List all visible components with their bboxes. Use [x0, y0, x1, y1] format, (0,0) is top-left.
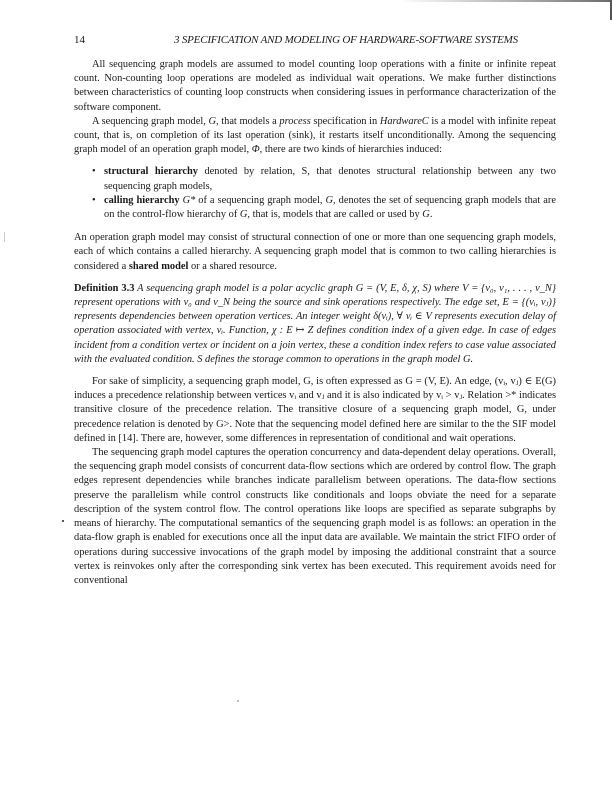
emphasis: HardwareC	[379, 115, 429, 127]
text: , that models a	[216, 115, 280, 127]
spacer	[74, 274, 556, 282]
paragraph-3	[74, 231, 556, 274]
text: An operation graph model may consist of structural connection of one or more than one sequencing graph models, each of which contains a called hierarchy. A sequencing graph model that is common to two calling hierarchies is considered a	[74, 232, 556, 272]
list-item	[104, 194, 556, 222]
page-number: 14	[74, 34, 85, 46]
paragraph-5: The sequencing graph model captures the operation concurrency and data-dependent delay operations. Overall, the sequencing graph model consists of concurrent data-flow sections which are ordered by control flow. The graph edges represent dependencies while branches indicate parallelism between operations. The data-flow sections preserve the parallelism while control constructs like conditionals and loops obviate the need for a separate description of the system control flow. The control operations like loops are specified as separate subgraphs by means of hierarchy. The computational semantics of the sequencing graph model is as follows: an operation in the data-flow graph is enabled for executions once all the input data are available. We maintain the strict FIFO order of operations during successive invocations of the graph model by imposing the additional constraint that a source vertex is reinvokes only after the corresponding sink vertex has been executed. This requirement avoids need for conventional	[74, 447, 556, 586]
paragraph-4: For sake of simplicity, a sequencing graph model, G, is often expressed as G = (V, E). An edge, (vᵢ, vⱼ) ∈ E(G) induces a precedence relationship between vertices vᵢ and vⱼ and it is also indicated by vᵢ > vⱼ. Relation >* indicates transitive closure of the precedence relation. The transitive closure of a sequencing graph model, G, under precedence relation is denoted by G>. Note that the sequencing model defined here are similar to the the SIF model defined in [14]. There are, however, some differences in representation of conditional and wait operations.	[74, 376, 556, 444]
text: , denotes the set of sequencing graph models that are on the control-flow hierarchy of	[104, 194, 556, 221]
text: or a shared resource.	[188, 260, 277, 272]
math-symbol: S	[301, 166, 308, 178]
spacer	[74, 367, 556, 375]
math-symbol: G	[208, 115, 216, 127]
running-header	[74, 34, 556, 48]
paragraph-1: All sequencing graph models are assumed to model counting loop operations with a finite or infinite repeat count. Non-counting loop operations are modeled as individual wait operations. We make further distinctions between characteristics of counting loop constructs when considering issues in performance characterization of the software component.	[74, 59, 556, 113]
math-symbol: G	[239, 209, 248, 221]
text: A sequencing graph model,	[92, 115, 209, 127]
list-item	[104, 165, 556, 193]
page-body	[74, 58, 556, 588]
running-title: 3 SPECIFICATION AND MODELING OF HARDWARE-SOFTWARE SYSTEMS	[174, 34, 518, 46]
math-symbol: G*	[182, 194, 196, 206]
paragraph-2	[74, 115, 556, 158]
scan-edge-top	[400, 0, 612, 2]
text: , that denotes structural relationship between any two sequencing graph models,	[104, 166, 556, 192]
definition-text: A sequencing graph model is a polar acyclic graph G = (V, E, δ, χ, S) where V = {v₀, v₁, . . . , v_N} represent operations with v₀ and v_N being the source and sink operations respectively. The edge set, E = {(vᵢ, vⱼ)} represents dependencies between operation vertices. An integer weight δ(vᵢ), ∀ vᵢ ∈ V represents execution delay of operation associated with vertex, vᵢ. Function, χ : E ↦ Z defines condition index of a given edge. In case of edges incident from a condition vertex or incident on a join vertex, these a condition index refers to case value associated with the evaluated condition. S defines the storage common to operations in the graph model G.	[74, 282, 556, 365]
text: of a sequencing graph model,	[195, 194, 326, 206]
text: is a model with infinite repeat count, that is, on completion of its last operation (sink), it restarts itself unconditionally. Among the sequencing graph model of an operation graph model,	[74, 115, 556, 156]
math-symbol: G	[325, 194, 334, 206]
margin-mark	[4, 232, 5, 242]
term: structural hierarchy	[104, 166, 199, 178]
definition-3-3	[74, 282, 556, 367]
definition-label: Definition 3.3	[74, 282, 135, 294]
scan-speck	[237, 700, 239, 702]
text: denoted by relation,	[198, 166, 302, 178]
emphasis: process	[279, 115, 311, 127]
margin-dot	[62, 520, 64, 522]
math-symbol: Φ	[251, 144, 260, 156]
term: calling hierarchy	[104, 194, 180, 206]
text: specification in	[310, 115, 380, 127]
bold-term: shared model	[128, 260, 189, 272]
text: .	[429, 209, 433, 221]
math-symbol: G	[422, 209, 430, 221]
hierarchy-list	[74, 165, 556, 222]
text: , that is, models that are called or used by	[247, 209, 423, 221]
text: , there are two kinds of hierarchies induced:	[259, 144, 443, 156]
